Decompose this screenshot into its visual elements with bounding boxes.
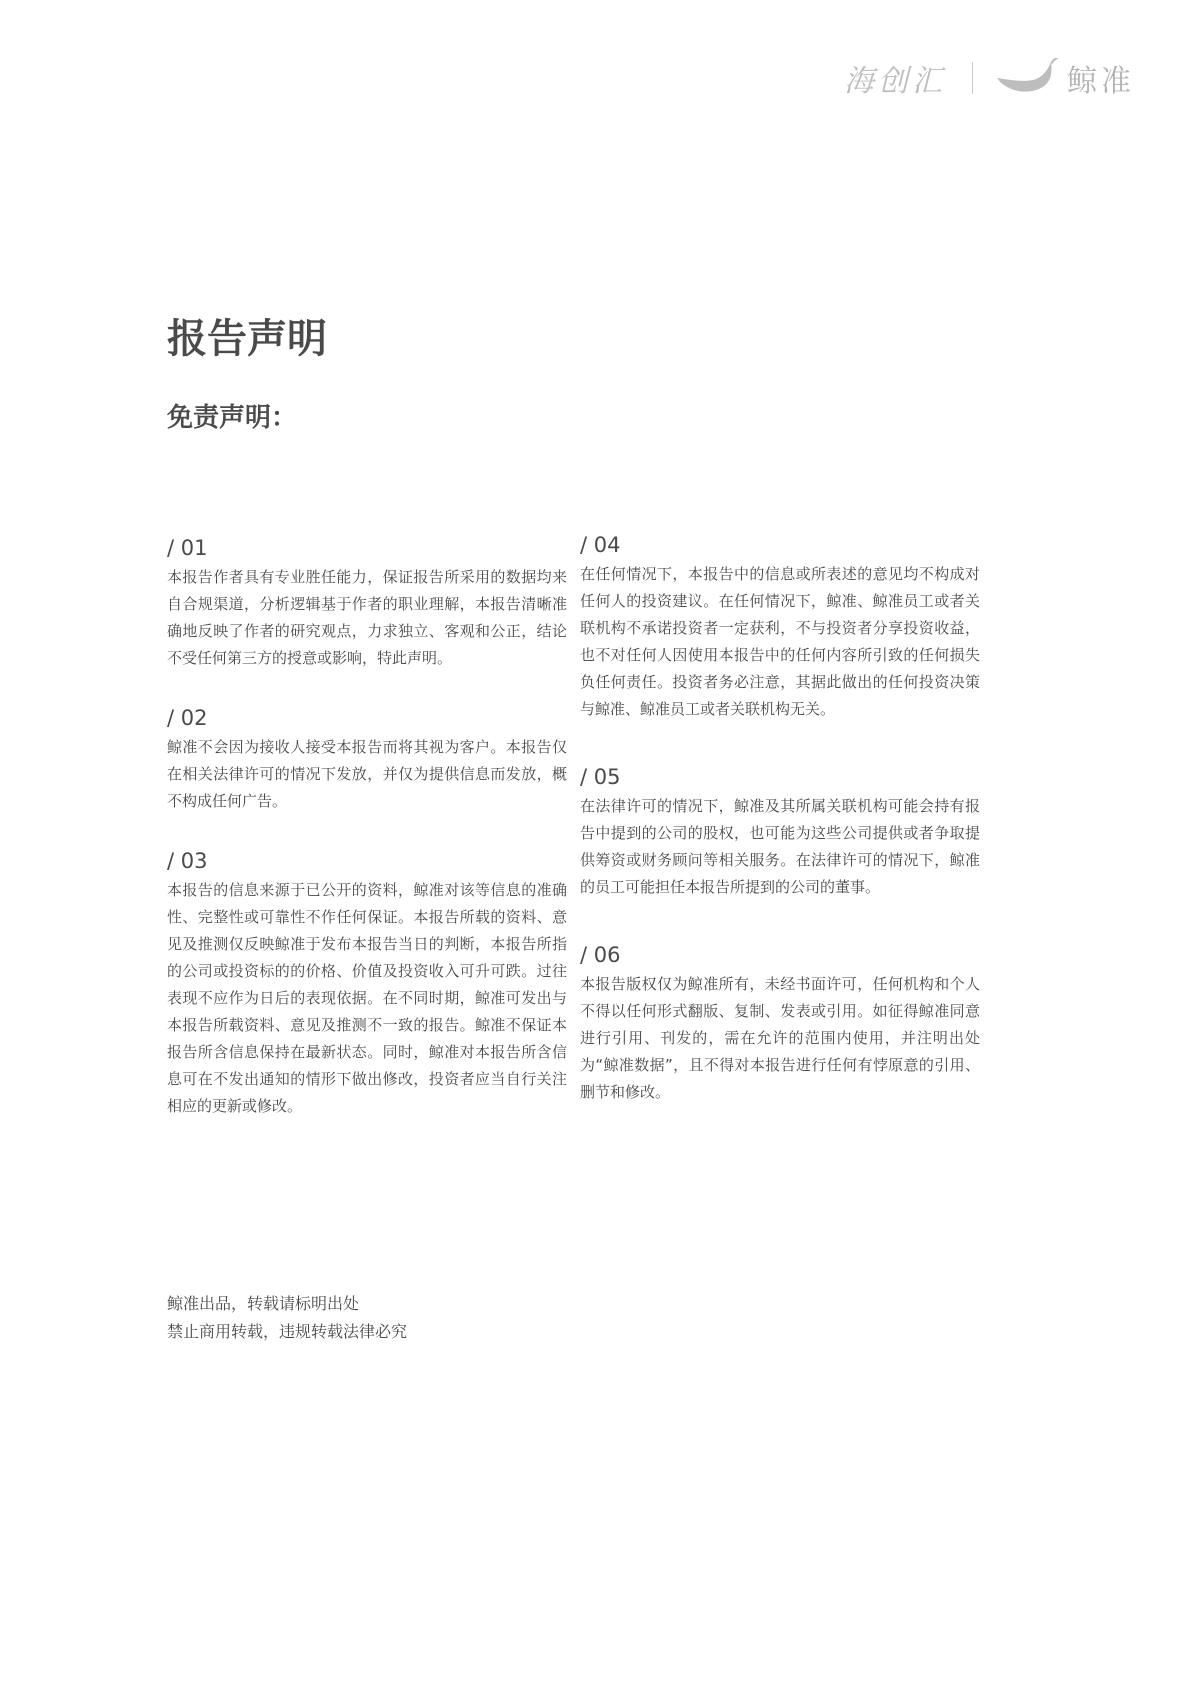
section-number: / 03 [167, 849, 208, 873]
section-04 [580, 531, 980, 723]
section-02 [167, 704, 567, 815]
footer-notice [167, 1290, 407, 1346]
section-06 [580, 941, 980, 1106]
section-03 [167, 847, 567, 1120]
right-column [580, 531, 980, 1146]
section-text: 本报告作者具有专业胜任能力，保证报告所采用的数据均来自合规渠道，分析逻辑基于作者的职业理解，本报告清晰准确地反映了作者的研究观点，力求独立、客观和公正，结论不受任何第三方的授意或影响，特此声明。 [167, 568, 567, 667]
section-text: 本报告的信息来源于已公开的资料，鲸准对该等信息的准确性、完整性或可靠性不作任何保证。本报告所载的资料、意见及推测仅反映鲸准于发布本报告当日的判断，本报告所指的公司或投资标的的价格、价值及投资收入可升可跌。过往表现不应作为日后的表现依据。在不同时期，鲸准可发出与本报告所载资料、意见及推测不一致的报告。鲸准不保证本报告所含信息保持在最新状态。同时，鲸准对本报告所含信息可在不发出通知的情形下做出修改，投资者应当自行关注相应的更新或修改。 [167, 881, 567, 1115]
page-subtitle: 免责声明： [167, 403, 298, 433]
left-column [167, 534, 567, 1152]
brand-name: 鲸准 [1067, 64, 1135, 99]
footer-line-1: 鲸准出品，转载请标明出处 [167, 1294, 360, 1313]
section-text: 鲸准不会因为接收人接受本报告而将其视为客户。本报告仅在相关法律许可的情况下发放，并仅为提供信息而发放，概不构成任何广告。 [167, 738, 567, 810]
section-number: / 05 [580, 765, 621, 789]
section-text: 在法律许可的情况下，鲸准及其所属关联机构可能会持有报告中提到的公司的股权，也可能为这些公司提供或者争取提供筹资或财务顾问等相关服务。在法律许可的情况下，鲸准的员工可能担任本报告所提到的公司的董事。 [580, 797, 980, 896]
page-title: 报告声明 [167, 316, 327, 362]
whale-logo-icon [995, 56, 1059, 100]
section-text: 在任何情况下，本报告中的信息或所表述的意见均不构成对任何人的投资建议。在任何情况下，鲸准、鲸准员工或者关联机构不承诺投资者一定获利，不与投资者分享投资收益，也不对任何人因使用本报告中的任何内容所引致的任何损失负任何责任。投资者务必注意，其据此做出的任何投资决策与鲸准、鲸准员工或者关联机构无关。 [580, 565, 980, 718]
section-number: / 06 [580, 943, 621, 967]
section-01 [167, 534, 567, 672]
brand-script-name: 海创汇 [844, 64, 946, 99]
footer-line-2: 禁止商用转载，违规转载法律必究 [167, 1322, 408, 1341]
section-05 [580, 763, 980, 901]
section-number: / 01 [167, 536, 208, 560]
section-number: / 02 [167, 706, 208, 730]
section-text: 本报告版权仅为鲸准所有，未经书面许可，任何机构和个人不得以任何形式翻版、复制、发表或引用。如征得鲸准同意进行引用、刊发的，需在允许的范围内使用，并注明出处为“鲸准数据”，且不得对本报告进行任何有悖原意的引用、删节和修改。 [580, 975, 980, 1101]
section-number: / 04 [580, 533, 621, 557]
brand-header [844, 50, 1135, 106]
brand-divider [972, 62, 973, 94]
